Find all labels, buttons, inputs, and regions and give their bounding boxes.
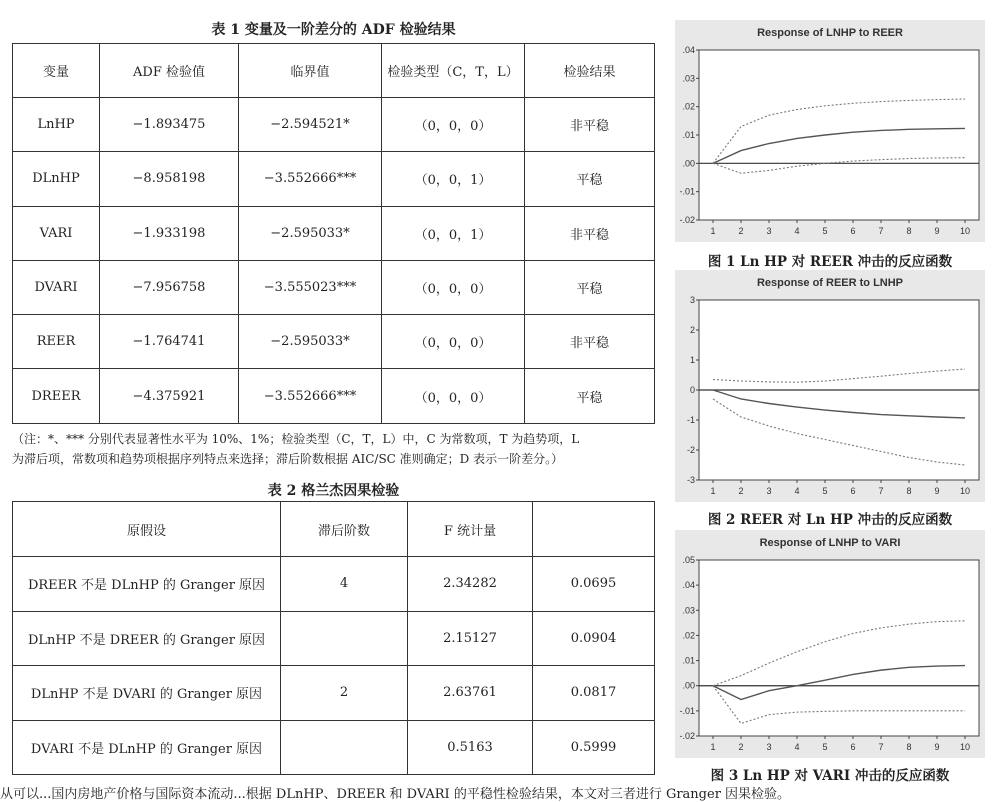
table-cell: 0.5999	[533, 720, 655, 775]
table-cell: −2.595033*	[239, 315, 382, 369]
figure3-caption: 图 3 Ln HP 对 VARI 冲击的反应函数	[710, 768, 950, 784]
x-tick-label: 9	[934, 742, 940, 752]
figure2-caption: 图 2 REER 对 Ln HP 冲击的反应函数	[707, 512, 953, 528]
x-tick-label: 2	[738, 226, 744, 236]
x-tick-label: 1	[710, 486, 716, 496]
y-tick-label: .03	[682, 605, 695, 616]
table-cell: −3.552666***	[239, 369, 382, 423]
x-tick-label: 10	[959, 226, 971, 236]
table-cell: −2.594521*	[239, 98, 382, 152]
granger-table	[12, 501, 655, 775]
x-tick-label: 3	[766, 742, 772, 752]
table-row	[13, 557, 655, 612]
table-cell: （0，0，0）	[382, 315, 525, 369]
x-tick-label: 6	[850, 226, 856, 236]
table-cell: DVARI	[13, 260, 100, 314]
x-tick-label: 2	[738, 486, 744, 496]
y-tick-label: -2	[686, 445, 695, 455]
table-cell: 0.5163	[408, 720, 533, 775]
col-header-fstat: F 统计量	[408, 502, 533, 557]
y-tick-label: .02	[682, 630, 695, 641]
chart-title: Response of LNHP to REER	[757, 27, 903, 39]
y-tick-label: .04	[682, 580, 695, 591]
y-tick-label: .00	[682, 680, 695, 691]
table-cell: −2.595033*	[239, 206, 382, 260]
table-cell: 0.0817	[533, 666, 655, 721]
table-cell: （0，0，0）	[382, 260, 525, 314]
table-cell: （0，0，1）	[382, 206, 525, 260]
x-tick-label: 3	[766, 486, 772, 496]
table-row	[13, 260, 655, 314]
col-header-lags: 滞后阶数	[281, 502, 408, 557]
y-tick-label: -.02	[679, 215, 695, 225]
table-cell: 2.63761	[408, 666, 533, 721]
table-cell	[281, 720, 408, 775]
y-tick-label: 0	[689, 385, 695, 395]
body-text-fragment: 从可以...国内房地产价格与国际资本流动...根据 DLnHP、DREER 和 DVARI 的平稳性检验结果，本文对三者进行 Granger 因果检验。	[0, 787, 791, 802]
table-cell: 0.0904	[533, 611, 655, 666]
table-cell: LnHP	[13, 98, 100, 152]
table-row	[13, 206, 655, 260]
col-header-critical: 临界值	[239, 44, 382, 98]
table-cell	[281, 611, 408, 666]
x-tick-label: 8	[906, 486, 912, 496]
table-cell: 2.15127	[408, 611, 533, 666]
table-cell: −4.375921	[100, 369, 239, 423]
table-row	[13, 611, 655, 666]
table-cell: −1.933198	[100, 206, 239, 260]
col-header-hypothesis: 原假设	[13, 502, 281, 557]
x-tick-label: 9	[934, 226, 940, 236]
col-header-variable: 变量	[13, 44, 100, 98]
x-tick-label: 5	[822, 226, 828, 236]
table-cell: 4	[281, 557, 408, 612]
y-tick-label: .02	[682, 101, 695, 112]
table-cell: 平稳	[525, 260, 655, 314]
x-tick-label: 8	[906, 742, 912, 752]
x-tick-label: 8	[906, 226, 912, 236]
figure3-chart	[675, 530, 985, 758]
table-cell: −7.956758	[100, 260, 239, 314]
plot-area	[699, 560, 979, 736]
table-cell: −3.555023***	[239, 260, 382, 314]
y-tick-label: .05	[682, 555, 695, 565]
table-cell: −8.958198	[100, 152, 239, 206]
table-cell: −3.552666***	[239, 152, 382, 206]
table-cell: −1.764741	[100, 315, 239, 369]
table-cell: DVARI 不是 DLnHP 的 Granger 原因	[13, 720, 281, 775]
table1-note-line1: （注：*、*** 分别代表显著性水平为 10%、1%；检验类型（C，T，L）中，C 为常数项，T 为趋势项，L	[12, 432, 580, 446]
table-row	[13, 720, 655, 775]
table-cell: −1.893475	[100, 98, 239, 152]
table-cell: VARI	[13, 206, 100, 260]
table-cell: 非平稳	[525, 98, 655, 152]
y-tick-label: .01	[682, 130, 695, 140]
chart-title: Response of REER to LNHP	[756, 277, 904, 289]
figure1-chart	[675, 20, 985, 242]
table1-note-line2: 为滞后项，常数项和趋势项根据序列特点来选择；滞后阶数根据 AIC/SC 准则确定；D 表示一阶差分。）	[12, 452, 564, 466]
col-header-adf: ADF 检验值	[100, 44, 239, 98]
table-row	[13, 98, 655, 152]
x-tick-label: 7	[878, 226, 884, 236]
y-tick-label: -.01	[679, 186, 695, 197]
y-tick-label: .00	[682, 158, 695, 169]
table-cell: （0，0，1）	[382, 152, 525, 206]
table-cell: DLnHP 不是 DVARI 的 Granger 原因	[13, 666, 281, 721]
y-tick-label: 2	[689, 325, 695, 335]
x-tick-label: 4	[794, 742, 800, 752]
y-tick-label: .01	[682, 655, 695, 666]
x-tick-label: 6	[850, 742, 856, 752]
chart-title: Response of LNHP to VARI	[759, 537, 901, 549]
x-tick-label: 7	[878, 486, 884, 496]
table-cell: 非平稳	[525, 206, 655, 260]
table-cell: 2	[281, 666, 408, 721]
y-tick-label: -1	[686, 415, 695, 425]
plot-area	[699, 50, 979, 220]
x-tick-label: 4	[794, 226, 800, 236]
y-tick-label: 1	[689, 355, 695, 365]
x-tick-label: 10	[959, 742, 971, 752]
table-cell: DLnHP 不是 DREER 的 Granger 原因	[13, 611, 281, 666]
y-tick-label: 3	[689, 295, 695, 305]
y-tick-label: .04	[682, 45, 695, 55]
x-tick-label: 1	[710, 742, 716, 752]
table-cell: DLnHP	[13, 152, 100, 206]
table-cell: 平稳	[525, 152, 655, 206]
x-tick-label: 4	[794, 486, 800, 496]
table-cell: DREER 不是 DLnHP 的 Granger 原因	[13, 557, 281, 612]
table-row	[13, 152, 655, 206]
table-cell: （0，0，0）	[382, 98, 525, 152]
table-cell: 2.34282	[408, 557, 533, 612]
y-tick-label: .03	[682, 73, 695, 84]
x-tick-label: 2	[738, 742, 744, 752]
table-row	[13, 315, 655, 369]
table-cell: 平稳	[525, 369, 655, 423]
table-row	[13, 666, 655, 721]
x-tick-label: 10	[959, 486, 971, 496]
col-header-result: 检验结果	[525, 44, 655, 98]
x-tick-label: 9	[934, 486, 940, 496]
table-cell: REER	[13, 315, 100, 369]
x-tick-label: 5	[822, 742, 828, 752]
adf-table	[12, 43, 655, 424]
y-tick-label: -3	[686, 475, 695, 485]
x-tick-label: 7	[878, 742, 884, 752]
table2-caption: 表 2 格兰杰因果检验	[267, 483, 400, 499]
y-tick-label: -.01	[679, 705, 695, 716]
table1-caption: 表 1 变量及一阶差分的 ADF 检验结果	[211, 22, 456, 38]
x-tick-label: 6	[850, 486, 856, 496]
table-cell: （0，0，0）	[382, 369, 525, 423]
table-cell: 非平稳	[525, 315, 655, 369]
col-header-test-type: 检验类型（C，T，L）	[382, 44, 525, 98]
x-tick-label: 5	[822, 486, 828, 496]
x-tick-label: 3	[766, 226, 772, 236]
table-row	[13, 369, 655, 423]
col-header-pvalue	[533, 502, 655, 557]
figure1-caption: 图 1 Ln HP 对 REER 冲击的反应函数	[707, 254, 953, 270]
y-tick-label: -.02	[679, 731, 695, 741]
table-cell: 0.0695	[533, 557, 655, 612]
x-tick-label: 1	[710, 226, 716, 236]
figure2-chart	[675, 270, 985, 502]
table-cell: DREER	[13, 369, 100, 423]
